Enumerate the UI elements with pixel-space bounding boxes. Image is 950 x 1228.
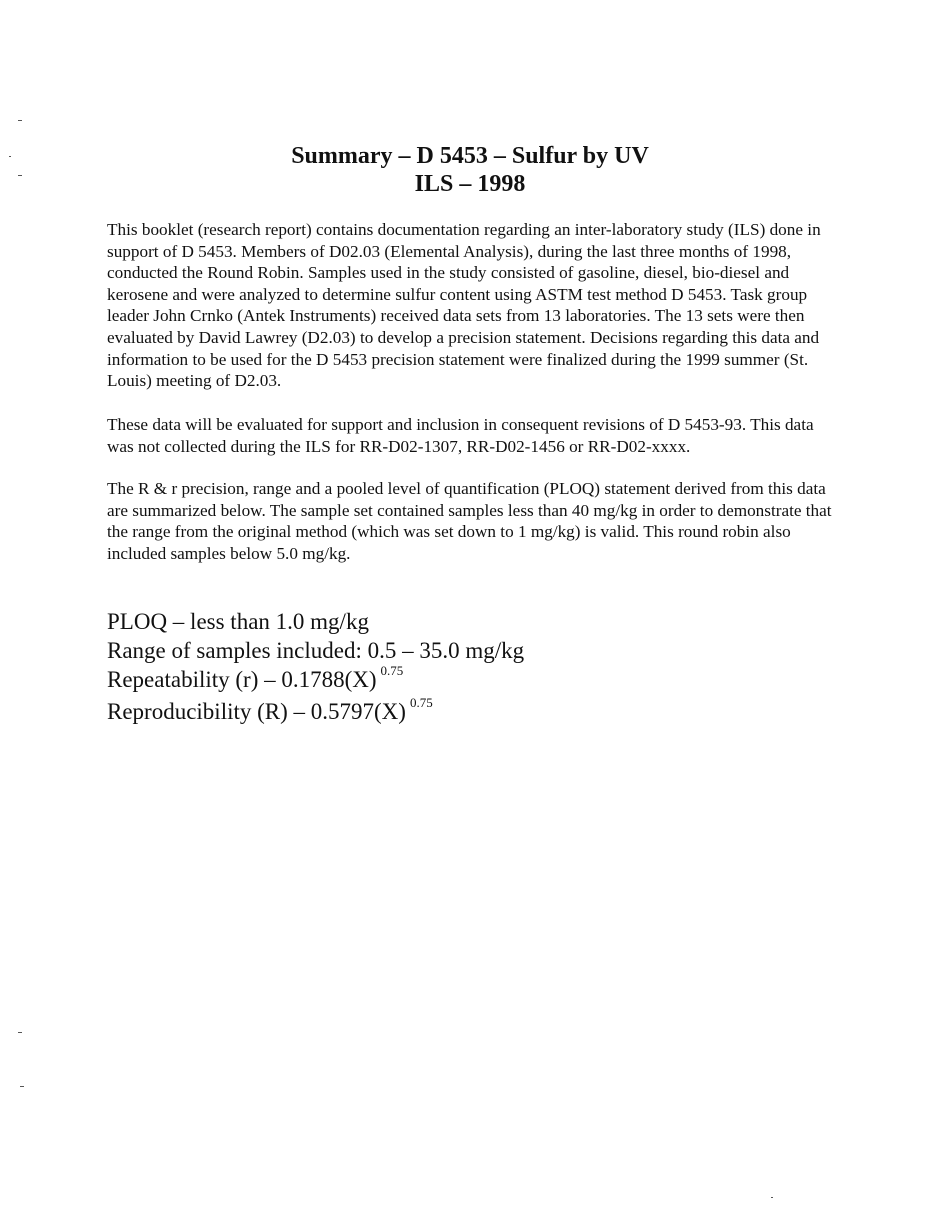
scan-speck xyxy=(18,1032,22,1033)
reproducibility-line xyxy=(107,697,524,729)
repeatability-exponent: 0.75 xyxy=(380,663,404,678)
evaluation-paragraph: These data will be evaluated for support and inclusion in consequent revisions of D 5453-93. This data was not collected during the ILS for RR-D02-1307, RR-D02-1456 or RR-D02-xxxx. xyxy=(107,415,814,456)
document-subtitle: ILS – 1998 xyxy=(414,171,526,197)
scan-speck xyxy=(18,175,22,176)
ploq-text: PLOQ – less than 1.0 mg/kg xyxy=(107,609,369,634)
scan-speck xyxy=(9,156,11,157)
scan-speck xyxy=(20,1086,24,1087)
reproducibility-text: Reproducibility (R) – 0.5797(X) xyxy=(107,699,406,724)
scan-speck xyxy=(18,120,22,121)
range-line xyxy=(107,636,524,665)
precision-paragraph: The R & r precision, range and a pooled level of quantification (PLOQ) statement derived from this data are summarized below. The sample set contained samples less than 40 mg/kg in order to demonstrate that the range from the original method (which was set down to 1 mg/kg) is valid. This round robin also included samples below 5.0 mg/kg. xyxy=(107,479,832,563)
precision-summary xyxy=(107,607,524,729)
ploq-line xyxy=(107,607,524,636)
intro-paragraph: This booklet (research report) contains documentation regarding an inter-laboratory study (ILS) done in support of D 5453. Members of D02.03 (Elemental Analysis), during the last three months of 1998, conducted the Round Robin. Samples used in the study consisted of gasoline, diesel, bio-diesel and kerosene and were analyzed to determine sulfur content using ASTM test method D 5453. Task group leader John Crnko (Antek Instruments) received data sets from 13 laboratories. The 13 sets were then evaluated by David Lawrey (D2.03) to develop a precision statement. Decisions regarding this data and information to be used for the D 5453 precision statement were finalized during the 1999 summer (St. Louis) meeting of D2.03. xyxy=(107,220,821,391)
range-text: Range of samples included: 0.5 – 35.0 mg/kg xyxy=(107,638,525,663)
repeatability-line xyxy=(107,665,524,697)
document-title: Summary – D 5453 – Sulfur by UV xyxy=(291,143,649,169)
reproducibility-exponent: 0.75 xyxy=(409,695,433,710)
repeatability-text: Repeatability (r) – 0.1788(X) xyxy=(107,667,377,692)
scan-speck xyxy=(771,1197,773,1198)
